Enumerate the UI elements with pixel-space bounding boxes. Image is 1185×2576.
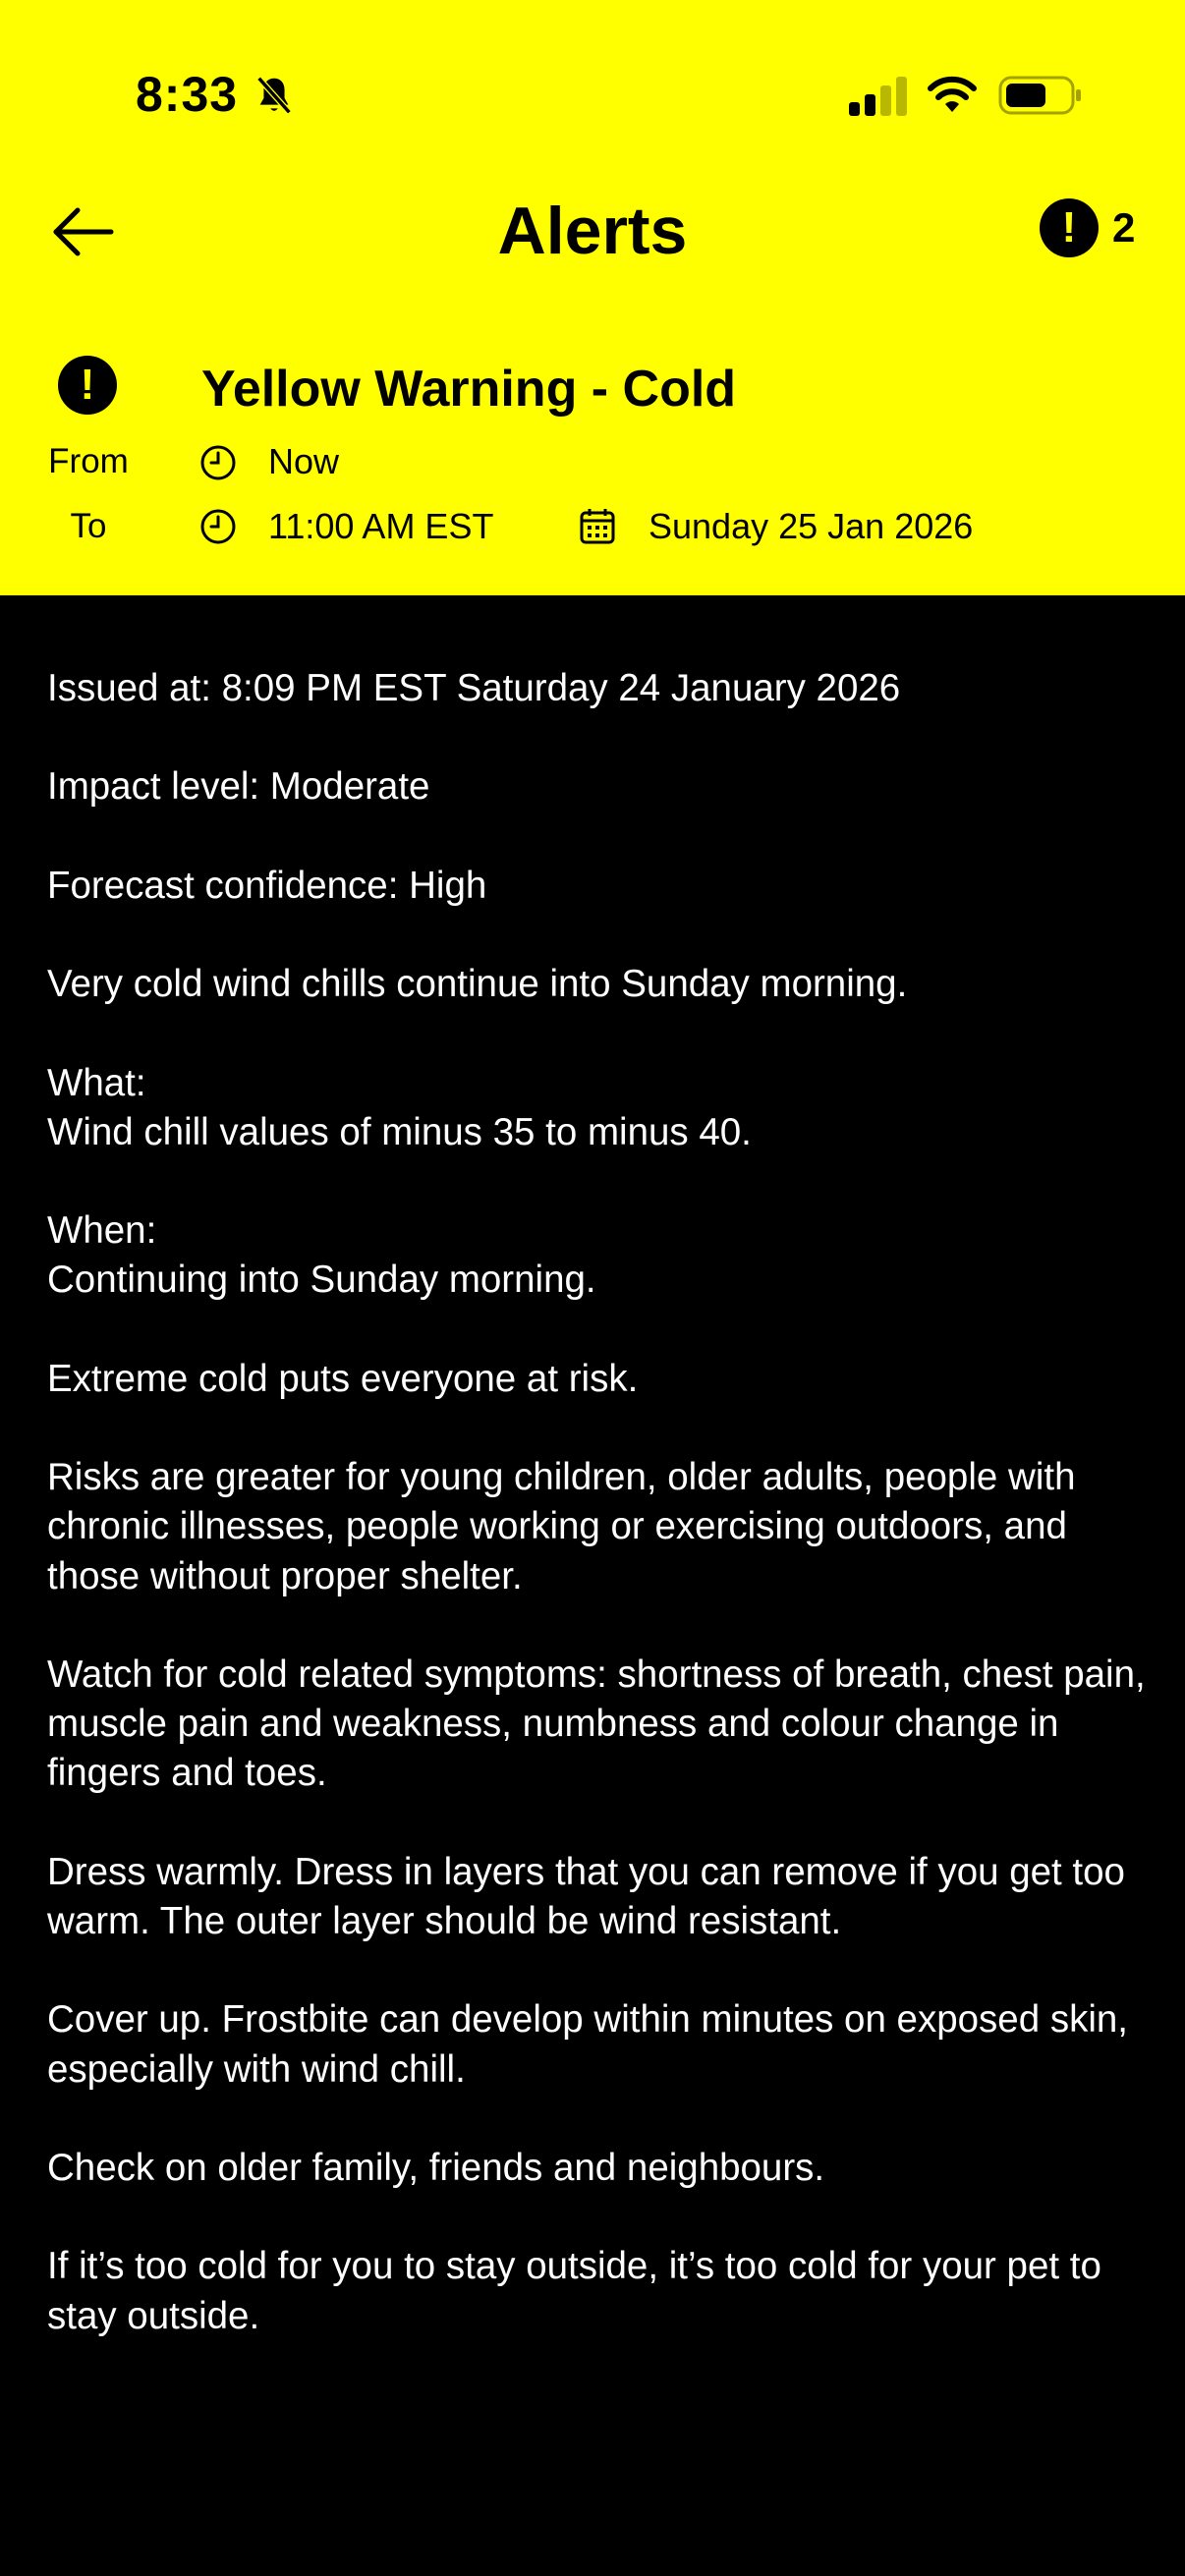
battery-icon [998, 75, 1083, 116]
from-value: Now [268, 441, 340, 481]
risk-groups-paragraph: Risks are greater for young children, older adults, people with chronic illnesses, people working or exercising outdoors, and those without proper shelter. [47, 1456, 1076, 1597]
alert-header [0, 0, 1185, 595]
what-paragraph: What: Wind chill values of minus 35 to minus 40. [47, 1061, 752, 1153]
scroll-cutoff [0, 2397, 1185, 2436]
exclamation-circle-icon: ! [1040, 198, 1099, 257]
forecast-confidence: Forecast confidence: High [47, 864, 487, 907]
pet-paragraph: If it’s too cold for you to stay outside, it’s too cold for your pet to stay outside. [47, 2245, 1101, 2337]
from-label: From [48, 442, 129, 480]
page-title: Alerts [497, 194, 688, 268]
calendar-icon [578, 507, 617, 546]
warning-exclamation-icon: ! [58, 356, 117, 415]
symptoms-paragraph: Watch for cold related symptoms: shortness of breath, chest pain, muscle pain and weakness, numbness and colour change in fingers and toes. [47, 1652, 1146, 1795]
to-date: Sunday 25 Jan 2026 [649, 506, 974, 546]
wifi-icon [926, 75, 979, 114]
cellular-signal-icon [849, 77, 910, 116]
to-label: To [70, 507, 107, 545]
clock-icon [199, 508, 237, 545]
bell-slash-icon [252, 73, 297, 118]
dress-paragraph: Dress warmly. Dress in layers that you can remove if you get too warm. The outer layer should be wind resistant. [47, 1850, 1125, 1942]
check-on-paragraph: Check on older family, friends and neighbours. [47, 2146, 825, 2189]
clock-icon [199, 444, 237, 481]
issued-at: Issued at: 8:09 PM EST Saturday 24 January 2026 [47, 667, 901, 709]
impact-level: Impact level: Moderate [47, 765, 430, 809]
alert-count: 2 [1112, 204, 1136, 251]
status-time: 8:33 [136, 67, 239, 122]
when-paragraph: When: Continuing into Sunday morning. [47, 1209, 596, 1302]
alert-details [47, 664, 1148, 2433]
warning-title: Yellow Warning - Cold [201, 361, 737, 418]
summary-paragraph: Very cold wind chills continue into Sunday morning. [47, 963, 908, 1006]
to-time: 11:00 AM EST [268, 506, 494, 546]
cover-up-paragraph: Cover up. Frostbite can develop within minutes on exposed skin, especially with wind chill. [47, 1998, 1128, 2091]
alert-count-button[interactable] [1040, 198, 1135, 257]
risk-paragraph: Extreme cold puts everyone at risk. [47, 1357, 639, 1400]
